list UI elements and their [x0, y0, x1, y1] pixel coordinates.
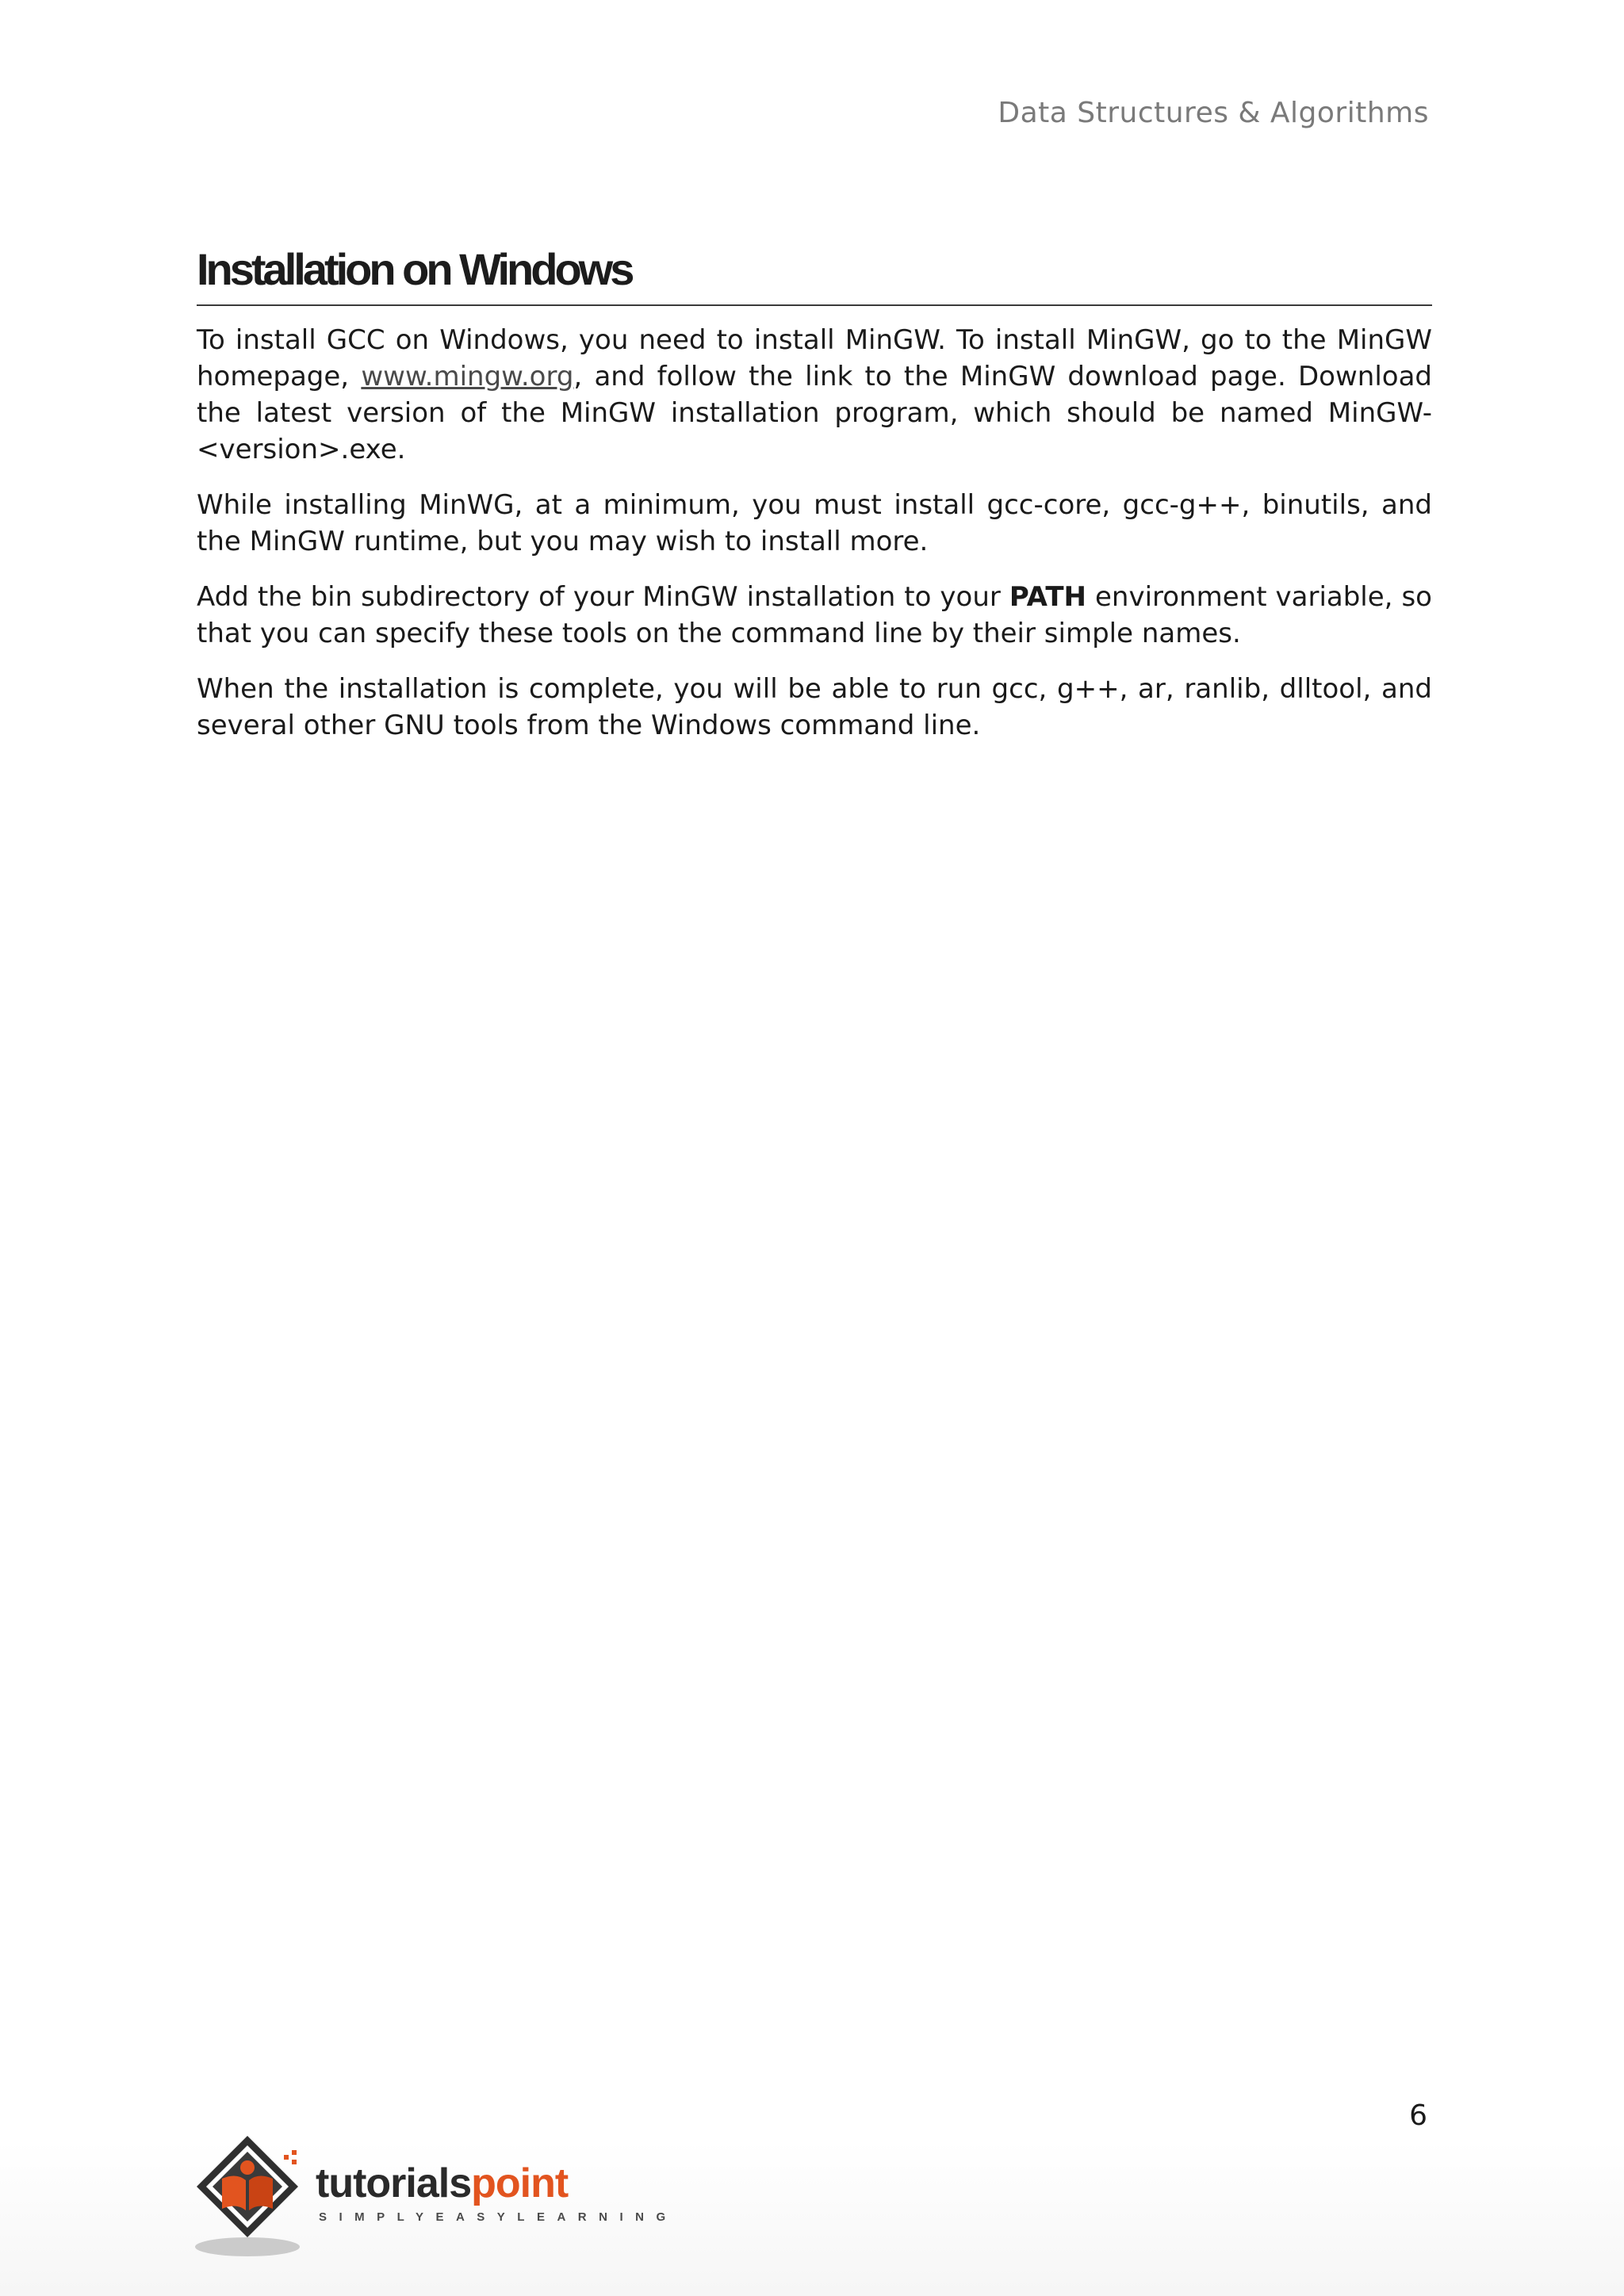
- paragraph-path: [197, 579, 1432, 652]
- logo-word-tutorials: tutorials: [316, 2160, 472, 2206]
- running-header: Data Structures & Algorithms: [998, 97, 1429, 129]
- logo-word-point: point: [471, 2160, 569, 2206]
- paragraph-install-mingw: [197, 322, 1432, 468]
- tutorialspoint-logo: [190, 2128, 678, 2264]
- logo-wordmark: [316, 2160, 568, 2207]
- path-keyword: PATH: [1009, 581, 1086, 613]
- logo-mark-icon: [190, 2128, 317, 2264]
- paragraph-text: Add the bin subdirectory of your MinGW installation to your: [197, 581, 1009, 613]
- paragraph-components: While installing MinWG, at a minimum, you must install gcc-core, gcc-g++, binutils, and the MinGW runtime, but you may wish to install more.: [197, 489, 1432, 557]
- logo-tagline: SIMPLYEASYLEARNING: [319, 2210, 678, 2224]
- paragraph-text: , and follow the link to the MinGW download page. Download the latest version of the MinGW installation program, which should be named MinGW-<version>.exe.: [197, 361, 1432, 465]
- mingw-link[interactable]: www.mingw.org: [361, 361, 574, 392]
- paragraph-text: To install GCC on Windows, you need to install MinGW. To install MinGW, go to the MinGW homepage,: [197, 324, 1432, 392]
- section-title: Installation on Windows: [197, 238, 1432, 306]
- page-content: [197, 238, 1432, 744]
- paragraph-complete: When the installation is complete, you will be able to run gcc, g++, ar, ranlib, dlltool, and several other GNU tools from the Windows command line.: [197, 673, 1432, 741]
- paragraph-text: environment variable, so that you can specify these tools on the command line by their simple names.: [197, 581, 1432, 649]
- page-number: 6: [1409, 2099, 1427, 2132]
